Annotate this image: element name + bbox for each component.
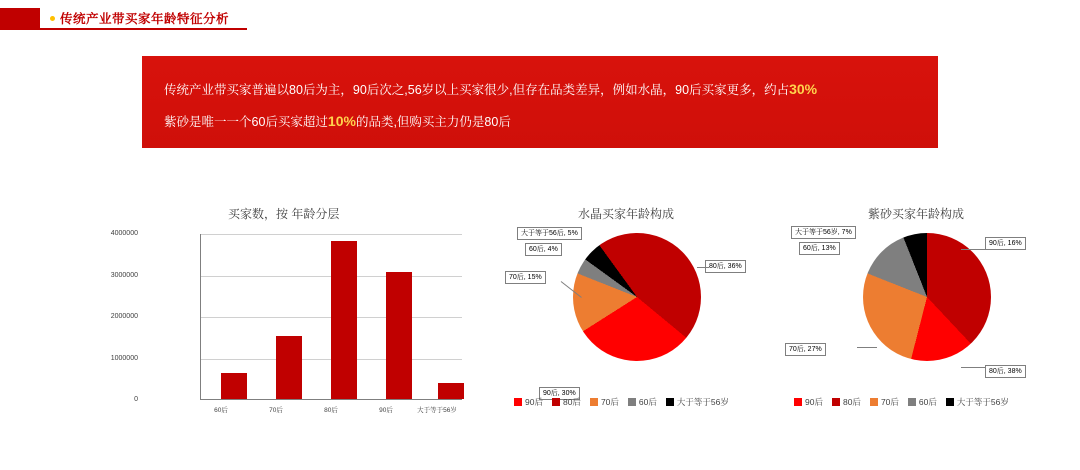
y-tick-label: 2000000	[110, 313, 138, 320]
legend-item	[946, 396, 1009, 408]
leader-line	[961, 249, 985, 250]
zisha-label-70: 70后, 27%	[785, 343, 826, 356]
x-tick-label: 70后	[269, 407, 283, 414]
legend-label: 90后	[525, 397, 543, 407]
zisha-pie-title: 紫砂买家年龄构成	[868, 207, 965, 221]
bar-chart-title: 买家数，按 年龄分层	[228, 207, 340, 221]
x-tick-label: 大于等于56岁	[417, 407, 457, 414]
callout-line-1-text: 传统产业带买家普遍以80后为主，90后次之,56岁以上买家很少,但存在品类差异，例如水晶，90后买家更多，约占	[164, 83, 790, 97]
legend-swatch-icon	[590, 398, 598, 406]
page-title	[40, 8, 247, 30]
bar-chart-plot	[200, 234, 462, 400]
callout-line-1	[164, 81, 817, 99]
bar-chart	[110, 210, 472, 425]
legend-label: 80后	[842, 397, 861, 407]
crystal-pie	[573, 233, 701, 361]
legend-swatch-icon	[946, 398, 954, 406]
zisha-label-90: 90后, 16%	[985, 237, 1026, 250]
y-tick-label: 1000000	[110, 354, 138, 362]
zisha-pie	[863, 233, 991, 361]
crystal-label-80: 80后, 36%	[705, 260, 746, 273]
bullet-dot-icon	[50, 16, 55, 21]
x-tick-label: 60后	[214, 407, 228, 414]
y-tick-label: 3000000	[110, 271, 138, 279]
legend-label: 60后	[918, 397, 937, 407]
legend-label: 80后	[562, 397, 581, 407]
legend-item	[590, 396, 619, 408]
legend-swatch-icon	[908, 398, 916, 406]
leader-line	[857, 347, 877, 348]
crystal-pie-legend	[514, 396, 738, 408]
y-tick-label: 0	[134, 396, 138, 403]
bar	[276, 336, 302, 399]
bar	[438, 383, 464, 399]
legend-item	[832, 396, 861, 408]
legend-item	[666, 396, 729, 408]
leader-line	[697, 267, 709, 268]
legend-item	[514, 396, 543, 408]
legend-swatch-icon	[832, 398, 840, 406]
callout-line-2-highlight: 10%	[327, 113, 356, 129]
legend-swatch-icon	[552, 398, 560, 406]
y-tick-label: 4000000	[110, 230, 138, 237]
callout-panel	[142, 56, 938, 148]
legend-swatch-icon	[666, 398, 674, 406]
bar	[221, 373, 247, 399]
x-tick-label: 80后	[324, 407, 338, 414]
legend-label: 90后	[805, 397, 823, 407]
zisha-label-56: 大于等于56岁, 7%	[791, 226, 856, 239]
zisha-label-60: 60后, 13%	[799, 242, 840, 255]
legend-label: 大于等于56岁	[956, 397, 1009, 407]
legend-item	[870, 396, 899, 408]
legend-swatch-icon	[514, 398, 522, 406]
crystal-label-90: 90后, 30%	[539, 387, 580, 400]
legend-label: 70后	[600, 397, 619, 407]
legend-label: 大于等于56岁	[676, 397, 729, 407]
zisha-label-80: 80后, 38%	[985, 365, 1026, 378]
x-tick-label: 90后	[379, 407, 393, 414]
callout-line-2-text-a: 紫砂是唯一一个60后买家超过	[164, 115, 328, 129]
callout-line-2-text-b: 的品类,但购买主力仍是80后	[355, 115, 511, 129]
zisha-pie-legend	[794, 396, 1018, 408]
legend-swatch-icon	[870, 398, 878, 406]
callout-line-2	[164, 113, 511, 131]
legend-label: 70后	[880, 397, 899, 407]
crystal-label-70: 70后, 15%	[505, 271, 546, 284]
leader-line	[961, 367, 985, 368]
callout-line-1-highlight: 30%	[789, 81, 818, 97]
legend-label: 60后	[638, 397, 657, 407]
legend-swatch-icon	[628, 398, 636, 406]
gridline	[201, 234, 462, 235]
crystal-label-60: 60后, 4%	[525, 243, 562, 256]
legend-item	[552, 396, 581, 408]
bar	[331, 241, 357, 399]
crystal-pie-title: 水晶买家年龄构成	[578, 207, 675, 221]
page-title-text: 传统产业带买家年龄特征分析	[60, 12, 230, 26]
crystal-label-56: 大于等于56后, 5%	[517, 227, 582, 240]
header-accent-bar	[0, 8, 40, 30]
legend-swatch-icon	[794, 398, 802, 406]
legend-item	[628, 396, 657, 408]
bar	[386, 272, 412, 399]
legend-item	[908, 396, 937, 408]
legend-item	[794, 396, 823, 408]
